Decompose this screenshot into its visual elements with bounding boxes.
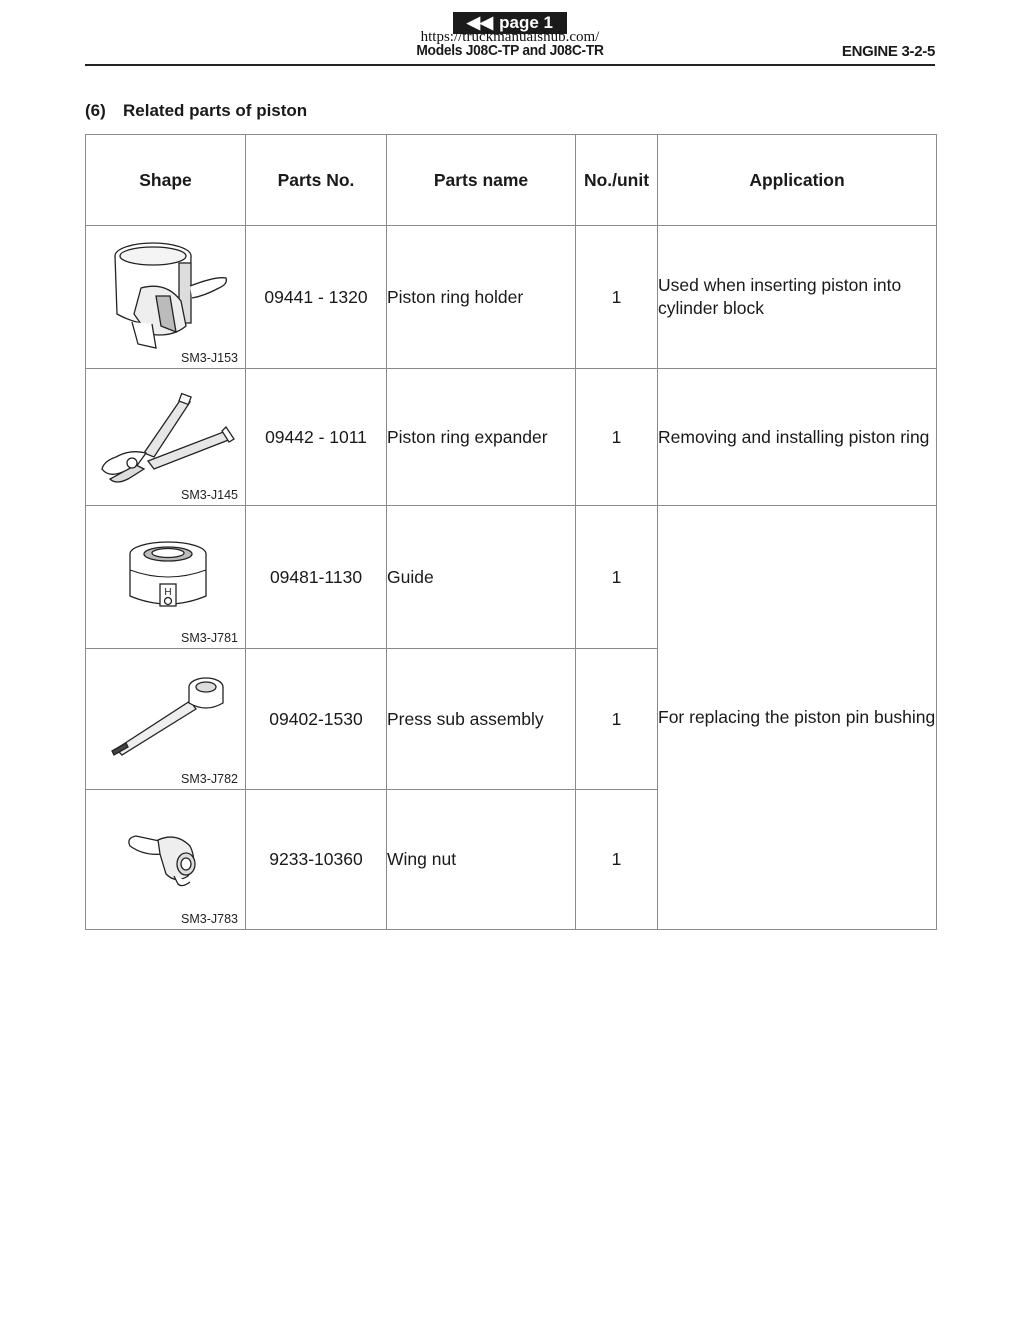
parts-no-cell: 09442 - 1011 <box>246 369 387 506</box>
parts-name-cell: Piston ring holder <box>387 226 576 369</box>
source-url[interactable]: https://truckmanualshub.com/ <box>420 29 600 45</box>
table-row <box>86 369 937 506</box>
svg-text:H: H <box>164 587 172 598</box>
qty-cell: 1 <box>576 369 658 506</box>
rewind-icon: ◀◀ <box>466 13 494 32</box>
piston-ring-holder-illustration-icon <box>86 226 246 369</box>
section-number: (6) <box>85 101 106 120</box>
parts-name-cell: Guide <box>387 506 576 649</box>
shape-cell <box>86 649 246 790</box>
shape-cell <box>86 226 246 369</box>
column-header-qty: No./unit <box>576 135 658 226</box>
parts-no-cell: 09441 - 1320 <box>246 226 387 369</box>
column-header-parts-name: Parts name <box>387 135 576 226</box>
shape-code: SM3-J782 <box>181 772 238 786</box>
shape-cell <box>86 790 246 930</box>
parts-name-cell: Wing nut <box>387 790 576 930</box>
wing-nut-illustration-icon <box>86 790 246 930</box>
parts-no-cell: 9233-10360 <box>246 790 387 930</box>
page-nav-label: page 1 <box>499 13 553 32</box>
column-header-shape: Shape <box>86 135 246 226</box>
shape-code: SM3-J153 <box>181 351 238 365</box>
table-row <box>86 506 937 649</box>
table-header-row <box>86 135 937 226</box>
press-sub-assembly-illustration-icon <box>86 649 246 790</box>
section-title: Related parts of piston <box>123 101 308 120</box>
shape-cell <box>86 506 246 649</box>
qty-cell: 1 <box>576 226 658 369</box>
models-header: Models J08C-TP and J08C-TR <box>416 42 604 59</box>
parts-name-cell: Press sub assembly <box>387 649 576 790</box>
shape-code: SM3-J781 <box>181 631 238 645</box>
shape-code: SM3-J145 <box>181 488 238 502</box>
parts-no-cell: 09481-1130 <box>246 506 387 649</box>
header-rule <box>85 64 935 66</box>
parts-table <box>85 134 937 930</box>
parts-no-cell: 09402-1530 <box>246 649 387 790</box>
qty-cell: 1 <box>576 649 658 790</box>
section-heading <box>85 101 307 121</box>
qty-cell: 1 <box>576 506 658 649</box>
column-header-parts-no: Parts No. <box>246 135 387 226</box>
guide-illustration-icon <box>86 506 246 649</box>
application-cell: For replacing the piston pin bushing <box>658 506 937 930</box>
piston-ring-expander-illustration-icon <box>86 369 246 506</box>
application-cell: Removing and installing piston ring <box>658 369 937 506</box>
column-header-application: Application <box>658 135 937 226</box>
application-cell: Used when inserting piston into cylinder block <box>658 226 937 369</box>
shape-cell <box>86 369 246 506</box>
parts-name-cell: Piston ring expander <box>387 369 576 506</box>
qty-cell: 1 <box>576 790 658 930</box>
table-row <box>86 226 937 369</box>
section-code: ENGINE 3-2-5 <box>841 43 935 60</box>
shape-code: SM3-J783 <box>181 912 238 926</box>
